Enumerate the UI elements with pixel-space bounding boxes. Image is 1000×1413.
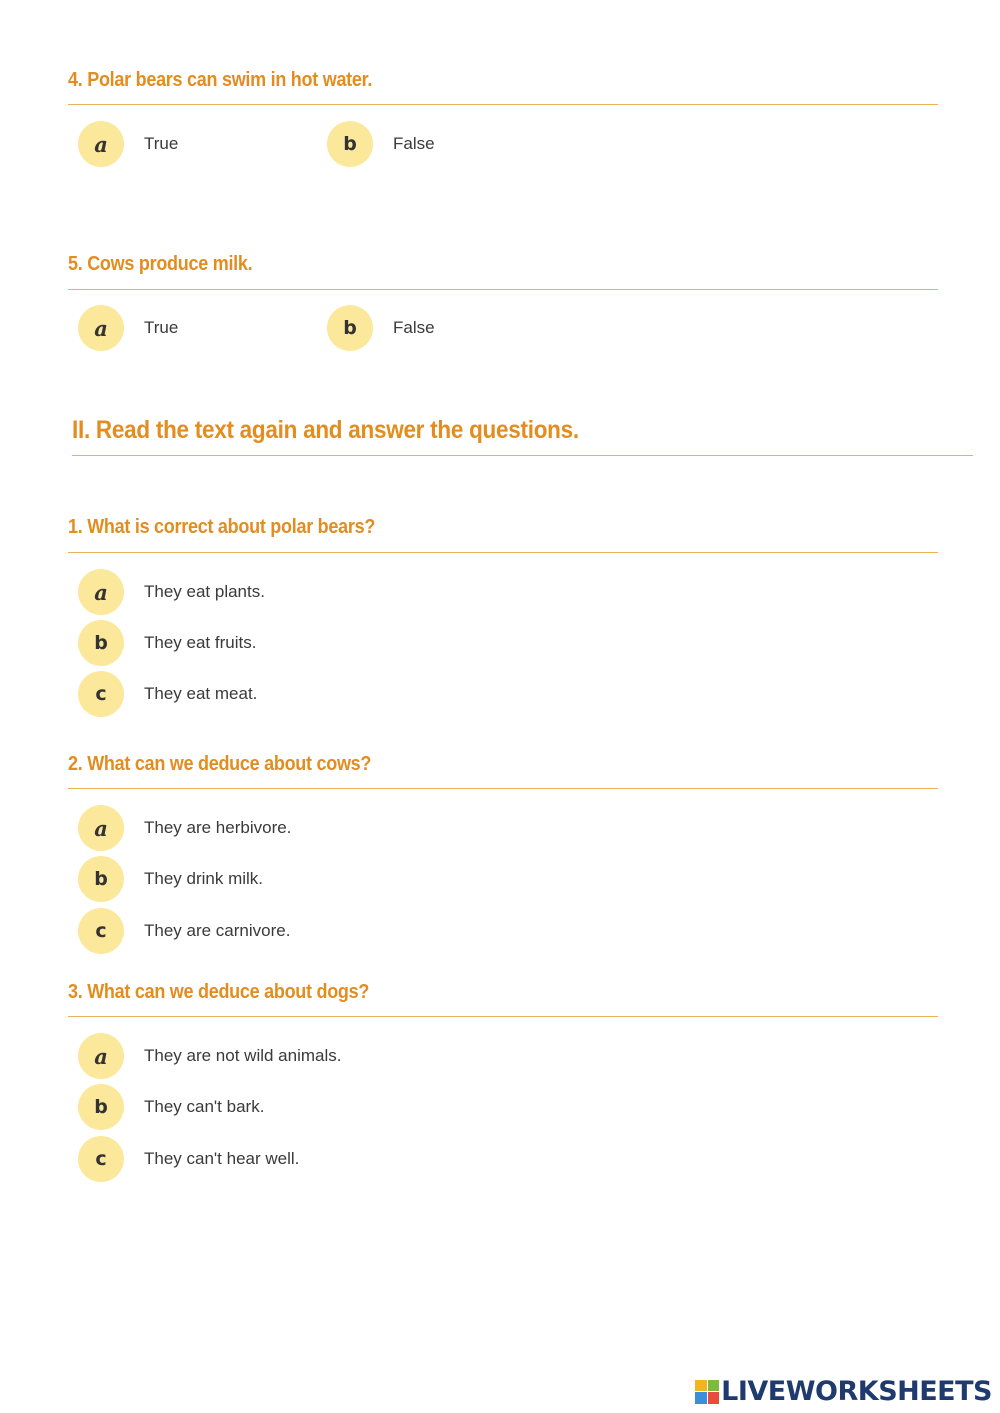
option-label: They are not wild animals. [144, 1046, 342, 1065]
option-label: True [144, 318, 179, 337]
option-letter-badge: b [78, 1084, 124, 1130]
option-letter-badge: b [327, 121, 373, 167]
option-label: They eat fruits. [144, 633, 257, 652]
option-label: They eat meat. [144, 684, 258, 703]
divider [68, 289, 938, 290]
divider [68, 552, 938, 553]
option-letter-badge: b [78, 856, 124, 902]
option-a[interactable] [78, 1033, 341, 1079]
divider [72, 455, 973, 456]
option-b-false[interactable] [327, 121, 435, 167]
option-label: False [393, 134, 435, 153]
option-b[interactable] [78, 620, 256, 666]
option-label: They can't bark. [144, 1097, 265, 1116]
option-label: They are carnivore. [144, 921, 291, 940]
option-label: False [393, 318, 435, 337]
question-title: 2. What can we deduce about cows? [68, 753, 372, 775]
logo-mark-icon [695, 1380, 719, 1404]
option-letter-badge: c [78, 671, 124, 717]
option-b[interactable] [78, 856, 263, 902]
option-b-false[interactable] [327, 305, 435, 351]
option-c[interactable] [78, 908, 290, 954]
option-a[interactable] [78, 569, 265, 615]
option-letter-badge: b [78, 620, 124, 666]
logo-text: LIVEWORKSHEETS [721, 1376, 992, 1407]
option-letter-badge: c [78, 1136, 124, 1182]
option-a-true[interactable] [78, 305, 178, 351]
option-label: They are herbivore. [144, 818, 292, 837]
option-label: They drink milk. [144, 869, 264, 888]
question-title: 3. What can we deduce about dogs? [68, 981, 370, 1003]
option-letter-badge: a [78, 1033, 124, 1079]
option-letter-badge: c [78, 908, 124, 954]
question-title: 5. Cows produce milk. [68, 253, 253, 275]
divider [68, 788, 938, 789]
option-letter-badge: b [327, 305, 373, 351]
logo-square [695, 1392, 707, 1404]
liveworksheets-logo [695, 1376, 992, 1407]
logo-square [708, 1380, 720, 1392]
option-a-true[interactable] [78, 121, 178, 167]
option-c[interactable] [78, 671, 257, 717]
logo-square [695, 1380, 707, 1392]
option-letter-badge: a [78, 305, 124, 351]
option-label: They can't hear well. [144, 1149, 300, 1168]
divider [68, 104, 938, 105]
question-title: 4. Polar bears can swim in hot water. [68, 69, 373, 91]
logo-square [708, 1392, 720, 1404]
option-label: True [144, 134, 179, 153]
option-b[interactable] [78, 1084, 264, 1130]
option-letter-badge: a [78, 121, 124, 167]
section-title: II. Read the text again and answer the questions. [72, 416, 579, 444]
option-letter-badge: a [78, 569, 124, 615]
divider [68, 1016, 938, 1017]
option-label: They eat plants. [144, 582, 265, 601]
option-c[interactable] [78, 1136, 299, 1182]
option-letter-badge: a [78, 805, 124, 851]
question-title: 1. What is correct about polar bears? [68, 516, 376, 538]
option-a[interactable] [78, 805, 291, 851]
